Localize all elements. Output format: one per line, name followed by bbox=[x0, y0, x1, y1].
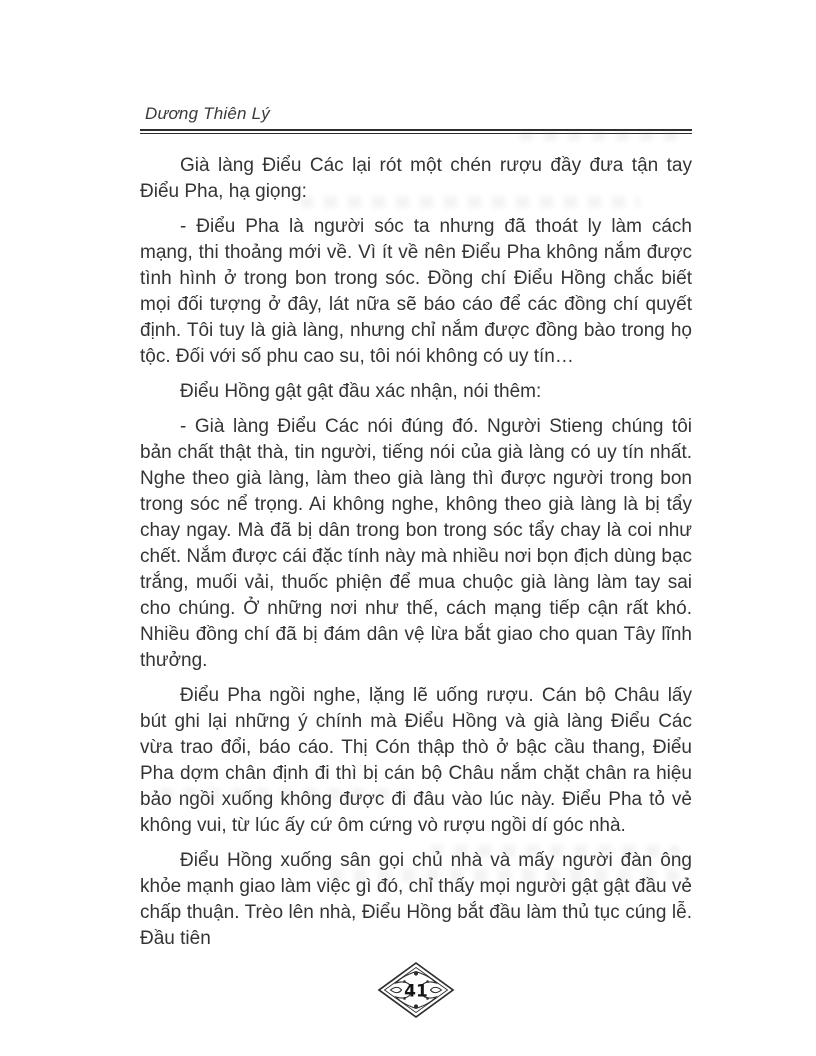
diamond-ornament-icon bbox=[377, 961, 455, 1019]
running-header-author: Dương Thiên Lý bbox=[145, 104, 270, 123]
body-paragraph: Già làng Điểu Các lại rót một chén rượu đầy đưa tận tay Điểu Pha, hạ giọng: bbox=[140, 155, 692, 202]
page-number-ornament bbox=[140, 961, 692, 1019]
body-paragraph-dialogue: - Già làng Điểu Các nói đúng đó. Người Stieng chúng tôi bản chất thật thà, tin người, tiếng nói của già làng có uy tín nhất. Nghe theo già làng, làm theo già làng thì được người trong bon trong sóc nể trọng. Ai không nghe, không theo già làng là bị tẩy chay ngay. Mà đã bị dân trong bon trong sóc tẩy chay là coi như chết. Nắm được cái đặc tính này mà nhiều nơi bọn địch dùng bạc trắng, muối vải, thuốc phiện để mua chuộc già làng làm tay sai cho chúng. Ở những nơi như thế, cách mạng tiếp cận rất khó. Nhiều đồng chí đã bị đám dân vệ lừa bắt giao cho quan Tây lĩnh thưởng. bbox=[140, 416, 693, 671]
body-paragraph: Điểu Hồng xuống sân gọi chủ nhà và mấy người đàn ông khỏe mạnh giao làm việc gì đó, chỉ thấy mọi người gật gật đầu vẻ chấp thuận. Trèo lên nhà, Điểu Hồng bắt đầu làm thủ tục cúng lễ. Đầu tiên bbox=[140, 850, 692, 949]
page-number: 41 bbox=[404, 981, 428, 1002]
page-body bbox=[140, 153, 692, 952]
body-paragraph: Điểu Hồng gật gật đầu xác nhận, nói thêm: bbox=[180, 381, 542, 402]
header-double-rule bbox=[140, 129, 692, 134]
body-paragraph: Điểu Pha ngồi nghe, lặng lẽ uống rượu. Cán bộ Châu lấy bút ghi lại những ý chính mà Điểu Hồng và già làng Điểu Các vừa trao đổi, báo cáo. Thị Cón thập thò ở bậc cầu thang, Điểu Pha dợm chân định đi thì bị cán bộ Châu nắm chặt chân ra hiệu bảo ngồi xuống không được đi đâu vào lúc này. Điểu Pha tỏ vẻ không vui, từ lúc ấy cứ ôm cứng vò rượu ngồi dí góc nhà. bbox=[140, 685, 692, 836]
body-paragraph-dialogue: - Điểu Pha là người sóc ta nhưng đã thoát ly làm cách mạng, thi thoảng mới về. Vì ít về nên Điểu Pha không nắm được tình hình ở trong bon trong sóc. Đồng chí Điểu Hồng chắc biết mọi đối tượng ở đây, lát nữa sẽ báo cáo để các đồng chí quyết định. Tôi tuy là già làng, nhưng chỉ nắm được đồng bào trong họ tộc. Đối với số phu cao su, tôi nói không có uy tín… bbox=[140, 216, 692, 367]
